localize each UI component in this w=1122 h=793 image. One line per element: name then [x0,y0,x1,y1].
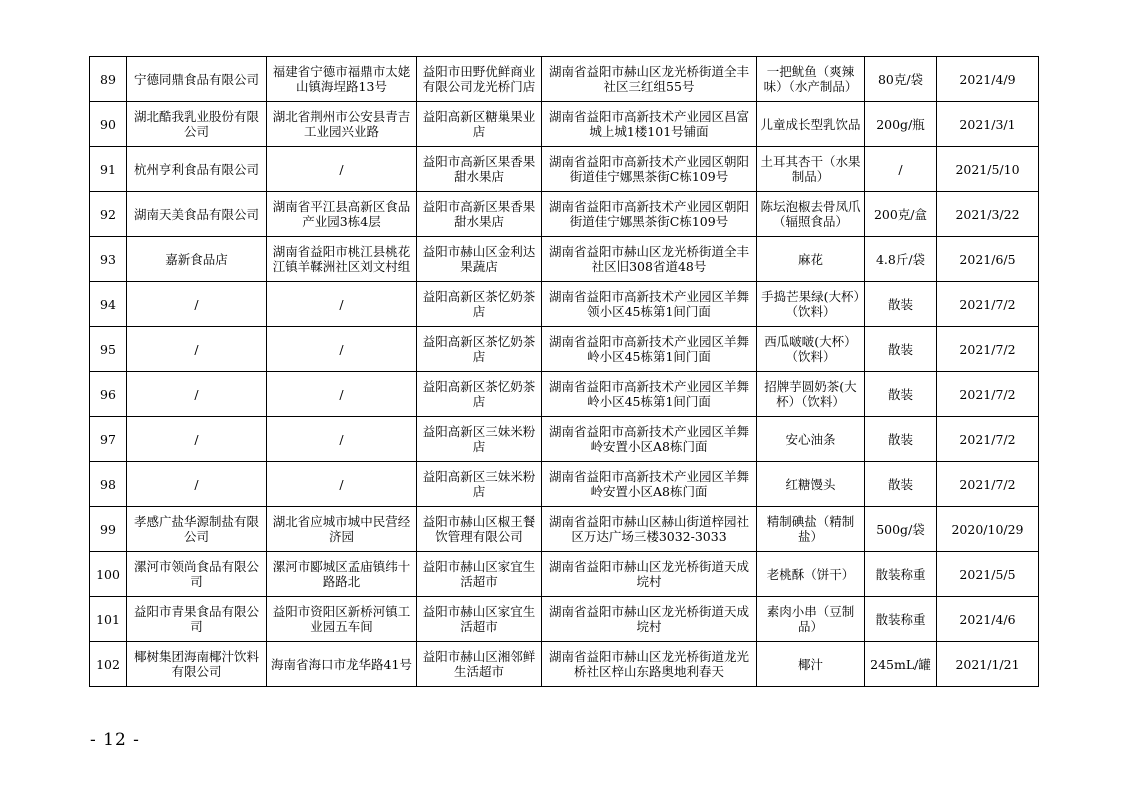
producer-name-cell: 孝感广盐华源制盐有限公司 [127,507,267,552]
page-number: - 12 - [90,730,140,750]
seller-address-cell: 湖南省益阳市赫山区龙光桥街道天成垸村 [542,552,757,597]
specification-cell: 245mL/罐 [865,642,937,687]
seller-address-cell: 湖南省益阳市高新技术产业园区朝阳街道佳宁娜黑茶街C栋109号 [542,147,757,192]
table-body [90,57,1039,687]
product-name-cell: 土耳其杏干（水果制品） [757,147,865,192]
seller-name-cell: 益阳市赫山区金利达果蔬店 [417,237,542,282]
row-number-cell: 93 [90,237,127,282]
producer-name-cell: 漯河市领尚食品有限公司 [127,552,267,597]
table-row [90,597,1039,642]
seller-address-cell: 湖南省益阳市赫山区龙光桥街道全丰社区旧308省道48号 [542,237,757,282]
producer-name-cell: / [127,327,267,372]
seller-address-cell: 湖南省益阳市高新技术产业园区朝阳街道佳宁娜黑茶街C栋109号 [542,192,757,237]
row-number-cell: 91 [90,147,127,192]
producer-name-cell: / [127,282,267,327]
table-row [90,57,1039,102]
row-number-cell: 98 [90,462,127,507]
seller-address-cell: 湖南省益阳市赫山区赫山街道梓园社区万达广场三楼3032-3033 [542,507,757,552]
producer-address-cell: 湖南省益阳市桃江县桃花江镇羊鞣洲社区刘文村组 [267,237,417,282]
row-number-cell: 101 [90,597,127,642]
producer-name-cell: / [127,417,267,462]
product-name-cell: 安心油条 [757,417,865,462]
producer-address-cell: 湖南省平江县高新区食品产业园3栋4层 [267,192,417,237]
product-name-cell: 招牌芋圆奶茶(大杯）（饮料） [757,372,865,417]
seller-address-cell: 湖南省益阳市赫山区龙光桥街道全丰社区三红组55号 [542,57,757,102]
seller-address-cell: 湖南省益阳市高新技术产业园区昌富城上城1楼101号铺面 [542,102,757,147]
table-row [90,462,1039,507]
product-name-cell: 椰汁 [757,642,865,687]
producer-name-cell: 益阳市青果食品有限公司 [127,597,267,642]
seller-name-cell: 益阳市赫山区家宜生活超市 [417,597,542,642]
producer-address-cell: / [267,372,417,417]
specification-cell: 散装 [865,372,937,417]
producer-address-cell: 益阳市资阳区新桥河镇工业园五车间 [267,597,417,642]
seller-address-cell: 湖南省益阳市高新技术产业园区羊舞领小区45栋第1间门面 [542,282,757,327]
sampling-results-table [89,56,1039,687]
seller-name-cell: 益阳市赫山区家宜生活超市 [417,552,542,597]
seller-name-cell: 益阳市赫山区湘邻鲜生活超市 [417,642,542,687]
production-date-cell: 2021/7/2 [937,372,1039,417]
seller-name-cell: 益阳高新区三妹米粉店 [417,462,542,507]
production-date-cell: 2021/1/21 [937,642,1039,687]
producer-address-cell: / [267,462,417,507]
row-number-cell: 97 [90,417,127,462]
product-name-cell: 手捣芒果绿(大杯）（饮料） [757,282,865,327]
specification-cell: 80克/袋 [865,57,937,102]
table-row [90,372,1039,417]
table-row [90,147,1039,192]
specification-cell: 散装 [865,327,937,372]
producer-address-cell: 湖北省应城市城中民营经济园 [267,507,417,552]
seller-address-cell: 湖南省益阳市高新技术产业园区羊舞岭小区45栋第1间门面 [542,372,757,417]
seller-name-cell: 益阳高新区糖巢果业店 [417,102,542,147]
producer-name-cell: 杭州亨利食品有限公司 [127,147,267,192]
seller-name-cell: 益阳市赫山区椒王餐饮管理有限公司 [417,507,542,552]
table-row [90,507,1039,552]
production-date-cell: 2021/5/5 [937,552,1039,597]
producer-address-cell: / [267,147,417,192]
producer-name-cell: 宁德同鼎食品有限公司 [127,57,267,102]
production-date-cell: 2021/7/2 [937,462,1039,507]
producer-address-cell: / [267,417,417,462]
seller-name-cell: 益阳高新区三妹米粉店 [417,417,542,462]
row-number-cell: 90 [90,102,127,147]
specification-cell: 500g/袋 [865,507,937,552]
production-date-cell: 2021/3/22 [937,192,1039,237]
row-number-cell: 92 [90,192,127,237]
seller-address-cell: 湖南省益阳市赫山区龙光桥街道龙光桥社区梓山东路奥地利春天 [542,642,757,687]
seller-address-cell: 湖南省益阳市高新技术产业园区羊舞岭安置小区A8栋门面 [542,417,757,462]
specification-cell: 散装称重 [865,597,937,642]
producer-address-cell: / [267,282,417,327]
production-date-cell: 2021/7/2 [937,282,1039,327]
row-number-cell: 102 [90,642,127,687]
product-name-cell: 陈坛泡椒去骨凤爪（辐照食品） [757,192,865,237]
table-row [90,102,1039,147]
producer-address-cell: 海南省海口市龙华路41号 [267,642,417,687]
seller-name-cell: 益阳高新区茶忆奶茶店 [417,327,542,372]
specification-cell: 200g/瓶 [865,102,937,147]
table-row [90,282,1039,327]
row-number-cell: 89 [90,57,127,102]
row-number-cell: 100 [90,552,127,597]
production-date-cell: 2021/7/2 [937,327,1039,372]
production-date-cell: 2020/10/29 [937,507,1039,552]
seller-name-cell: 益阳高新区茶忆奶茶店 [417,282,542,327]
seller-address-cell: 湖南省益阳市赫山区龙光桥街道天成垸村 [542,597,757,642]
table-row [90,417,1039,462]
product-name-cell: 老桃酥（饼干） [757,552,865,597]
producer-address-cell: 福建省宁德市福鼎市太姥山镇海埕路13号 [267,57,417,102]
producer-name-cell: 嘉新食品店 [127,237,267,282]
specification-cell: 散装 [865,282,937,327]
production-date-cell: 2021/4/6 [937,597,1039,642]
product-name-cell: 红糖馒头 [757,462,865,507]
specification-cell: 散装 [865,462,937,507]
production-date-cell: 2021/6/5 [937,237,1039,282]
production-date-cell: 2021/4/9 [937,57,1039,102]
specification-cell: 200克/盒 [865,192,937,237]
product-name-cell: 精制碘盐（精制盐） [757,507,865,552]
specification-cell: 4.8斤/袋 [865,237,937,282]
producer-name-cell: / [127,372,267,417]
table-row [90,327,1039,372]
table-row [90,192,1039,237]
product-name-cell: 麻花 [757,237,865,282]
producer-name-cell: 椰树集团海南椰汁饮料有限公司 [127,642,267,687]
row-number-cell: 95 [90,327,127,372]
table-row [90,237,1039,282]
seller-name-cell: 益阳市高新区果香果甜水果店 [417,147,542,192]
production-date-cell: 2021/7/2 [937,417,1039,462]
seller-name-cell: 益阳高新区茶忆奶茶店 [417,372,542,417]
row-number-cell: 96 [90,372,127,417]
product-name-cell: 西瓜啵啵(大杯）（饮料） [757,327,865,372]
row-number-cell: 94 [90,282,127,327]
row-number-cell: 99 [90,507,127,552]
specification-cell: 散装称重 [865,552,937,597]
specification-cell: 散装 [865,417,937,462]
seller-address-cell: 湖南省益阳市高新技术产业园区羊舞岭安置小区A8栋门面 [542,462,757,507]
producer-name-cell: 湖北酷我乳业股份有限公司 [127,102,267,147]
seller-name-cell: 益阳市田野优鲜商业有限公司龙光桥门店 [417,57,542,102]
producer-address-cell: / [267,327,417,372]
product-name-cell: 素肉小串（豆制品） [757,597,865,642]
production-date-cell: 2021/5/10 [937,147,1039,192]
table-row [90,552,1039,597]
seller-name-cell: 益阳市高新区果香果甜水果店 [417,192,542,237]
table-row [90,642,1039,687]
producer-name-cell: 湖南天美食品有限公司 [127,192,267,237]
producer-address-cell: 漯河市郾城区孟庙镇纬十路路北 [267,552,417,597]
producer-name-cell: / [127,462,267,507]
seller-address-cell: 湖南省益阳市高新技术产业园区羊舞岭小区45栋第1间门面 [542,327,757,372]
producer-address-cell: 湖北省荆州市公安县青吉工业园兴业路 [267,102,417,147]
product-name-cell: 儿童成长型乳饮品 [757,102,865,147]
specification-cell: / [865,147,937,192]
product-name-cell: 一把鱿鱼（爽辣味）（水产制品） [757,57,865,102]
production-date-cell: 2021/3/1 [937,102,1039,147]
